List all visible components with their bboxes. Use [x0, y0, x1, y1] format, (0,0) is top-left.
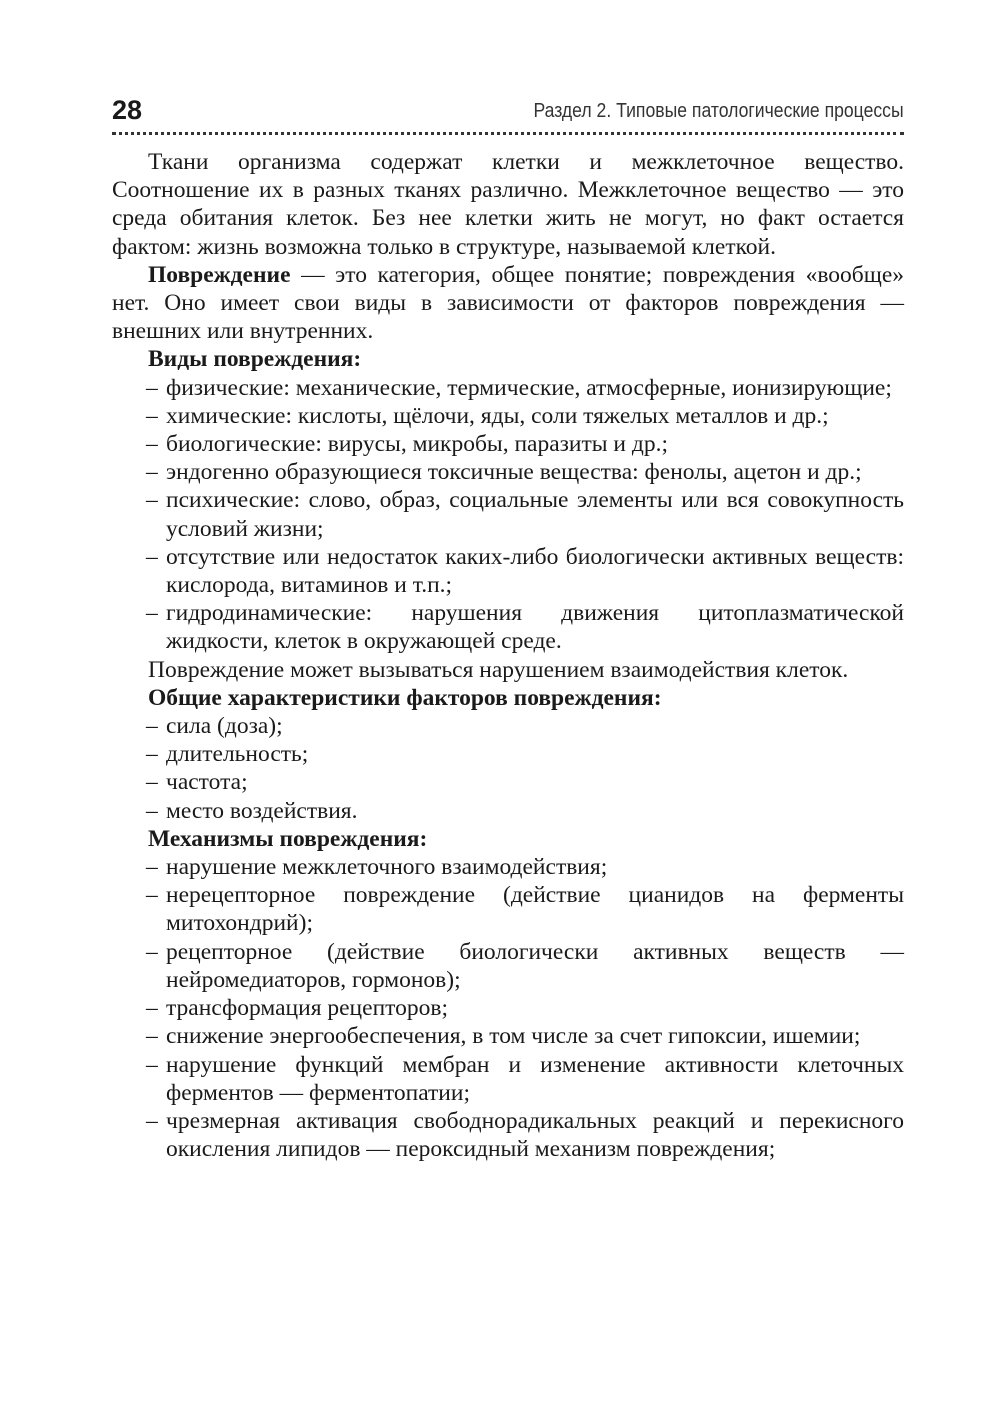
- list-item: – место воздействия.: [112, 797, 904, 825]
- list-item: – эндогенно образующиеся токсичные вещества: фенолы, ацетон и др.;: [112, 458, 904, 486]
- page-number: 28: [112, 95, 143, 125]
- list-item: – психические: слово, образ, социальные элементы или вся совокупность условий жизни;: [112, 486, 904, 542]
- heading-factor-characteristics: Общие характеристики факторов повреждения:: [148, 684, 662, 711]
- list-item: – химические: кислоты, щёлочи, яды, соли тяжелых металлов и др.;: [112, 402, 904, 430]
- characteristics-list: [112, 712, 904, 825]
- list-item: – снижение энергообеспечения, в том числе за счет гипоксии, ишемии;: [112, 1022, 904, 1050]
- list-item: – длительность;: [112, 740, 904, 768]
- list-item: – сила (доза);: [112, 712, 904, 740]
- paragraph-interaction: Повреждение может вызываться нарушением взаимодействия клеток.: [148, 656, 849, 683]
- mechanisms-list: [112, 853, 904, 1163]
- list-item: – нарушение межклеточного взаимодействия;: [112, 853, 904, 881]
- damage-definition-text: — это категория, общее понятие; повреждения «вообще» нет. Оно имеет свои виды в зависимости от факторов повреждения — внешних или внутренних.: [112, 261, 904, 345]
- list-item: – чрезмерная активация свободнорадикальных реакций и перекисного окисления липидов — пероксидный механизм повреждения;: [112, 1107, 904, 1163]
- list-item: – нерецепторное повреждение (действие цианидов на ферменты митохондрий);: [112, 881, 904, 937]
- damage-types-list: [112, 374, 904, 656]
- page-body: [112, 148, 904, 1163]
- running-section-title: Раздел 2. Типовые патологические процессы: [533, 100, 904, 122]
- list-item: – трансформация рецепторов;: [112, 994, 904, 1022]
- list-item: – биологические: вирусы, микробы, паразиты и др.;: [112, 430, 904, 458]
- list-item: – рецепторное (действие биологически активных веществ — нейромедиаторов, гормонов);: [112, 938, 904, 994]
- page-header: [112, 92, 904, 135]
- list-item: – гидродинамические: нарушения движения цитоплазматической жидкости, клеток в окружающей среде.: [112, 599, 904, 655]
- list-item: – нарушение функций мембран и изменение активности клеточных ферментов — ферментопатии;: [112, 1051, 904, 1107]
- list-item: – отсутствие или недостаток каких-либо биологически активных веществ: кислорода, витаминов и т.п.;: [112, 543, 904, 599]
- heading-damage-types: Виды повреждения:: [148, 346, 362, 373]
- list-item: – физические: механические, термические, атмосферные, ионизирующие;: [112, 374, 904, 402]
- paragraph-damage-definition: [112, 261, 904, 346]
- term-damage: Повреждение: [148, 261, 291, 288]
- list-item: – частота;: [112, 768, 904, 796]
- heading-damage-mechanisms: Механизмы повреждения:: [148, 825, 428, 852]
- paragraph-intro: Ткани организма содержат клетки и межклеточное вещество. Соотношение их в разных тканях различно. Межклеточное вещество — это среда обитания клеток. Без нее клетки жить не могут, но факт остается фактом: жизнь возможна только в структуре, называемой клеткой.: [112, 149, 904, 260]
